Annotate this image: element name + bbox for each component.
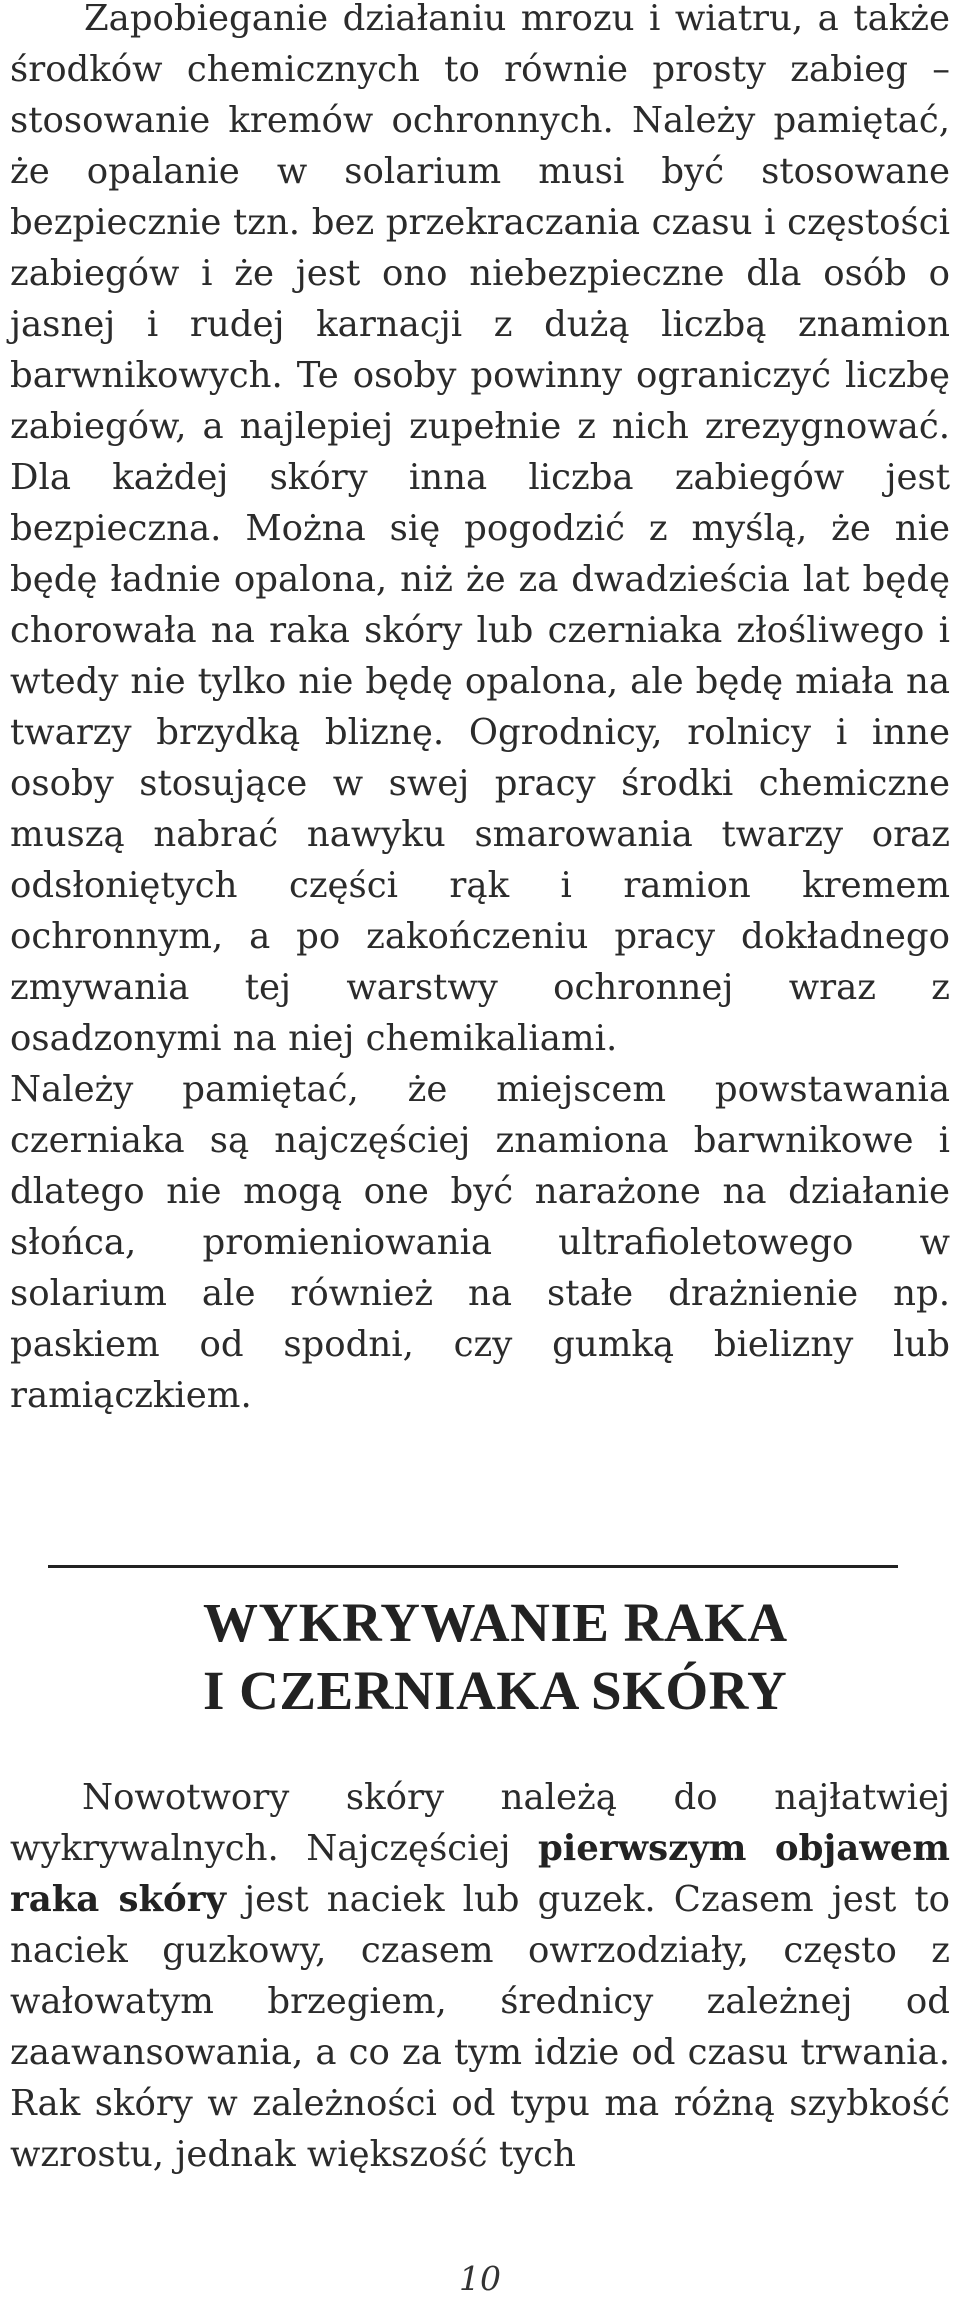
detection-text-end: jest naciek lub guzek. Czasem jest to naciek guzkowy, czasem owrzodziały, często z wałowatym brzegiem, średnicy zależnej od zaawansowania, a co za tym idzie od czasu trwania. Rak skóry w zależności od typu ma różną szybkość wzrostu, jednak większość tych (10, 1879, 950, 2175)
paragraph-detection (10, 1772, 950, 2180)
section-heading-line-1: WYKRYWANIE RAKA (203, 1592, 788, 1653)
section-divider (48, 1565, 898, 1568)
paragraph-prevention: Zapobieganie działaniu mrozu i wiatru, a także środków chemicznych to równie prosty zabieg – stosowanie kremów ochronnych. Należy pamiętać, że opalanie w solarium musi być stosowane bezpiecznie tzn. bez przekraczania czasu i częstości zabiegów i że jest ono niebezpieczne dla osób o jasnej i rudej karnacji z dużą liczbą znamion barwnikowych. Te osoby powinny ograniczyć liczbę zabiegów, a najlepiej zupełnie z nich zrezygnować. Dla każdej skóry inna liczba zabiegów jest bezpieczna. Można się pogodzić z myślą, że nie będę ładnie opalona, niż że za dwadzieścia lat będę chorowała na raka skóry lub czerniaka złośliwego i wtedy nie tylko nie będę opalona, ale będę miała na twarzy brzydką bliznę. Ogrodnicy, rolnicy i inne osoby stosujące w swej pracy środki chemiczne muszą nabrać nawyku smarowania twarzy oraz odsłoniętych części rąk i ramion kremem ochronnym, a po zakończeniu pracy dokładnego zmywania tej warstwy ochronnej wraz z osadzonymi na niej chemikaliami. (10, 0, 950, 1059)
detection-emphasis: pierwszym objawem raka skóry (10, 1828, 950, 1920)
section-detection (10, 1772, 950, 2180)
detection-text-start: Nowotwory skóry należą do najłatwiej wykrywalnych. Najczęściej (10, 1777, 950, 1869)
section-heading-line-2: I CZERNIAKA SKÓRY (203, 1660, 788, 1721)
page-body (10, 0, 950, 1421)
paragraph-melanoma-sites: Należy pamiętać, że miejscem powstawania czerniaka są najczęściej znamiona barwnikowe i dlatego nie mogą one być narażone na działanie słońca, promieniowania ultrafioletowego w solarium ale również na stałe drażnienie np. paskiem od spodni, czy gumką bielizny lub ramiączkiem. (10, 1069, 950, 1416)
section-heading (203, 1589, 923, 1725)
page-number: 10 (459, 2259, 501, 2298)
